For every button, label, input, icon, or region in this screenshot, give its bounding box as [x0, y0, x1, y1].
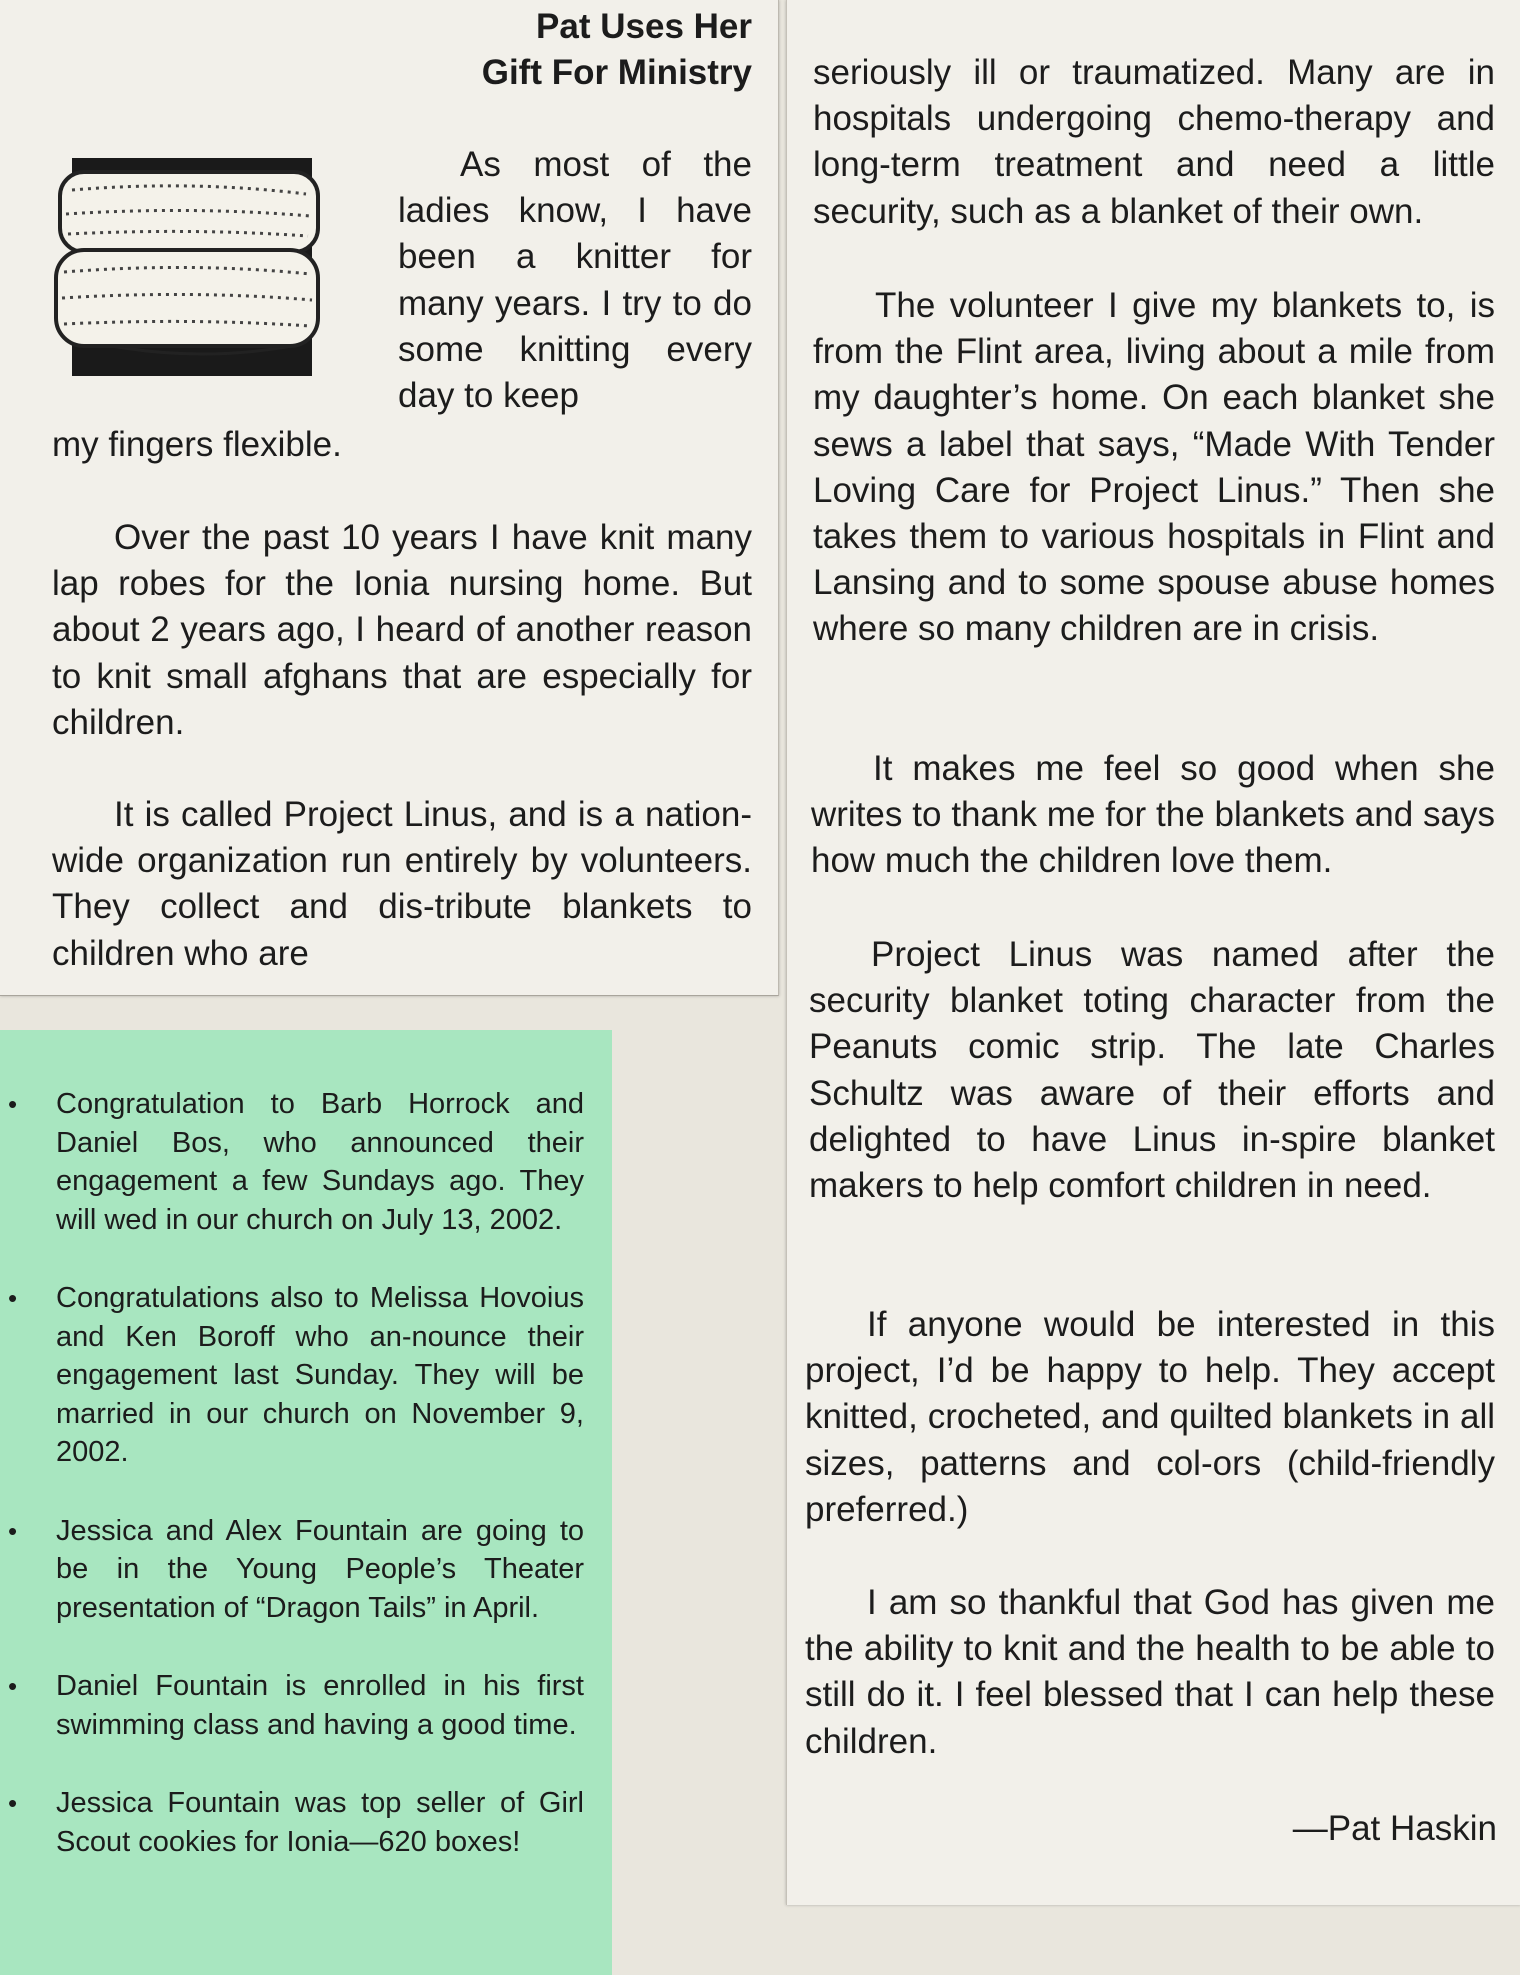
- news-clipping-green: [0, 1030, 612, 1975]
- article-paragraph: Over the past 10 years I have knit many lap robes for the Ionia nursing home. But about 2 years ago, I heard of another reason to knit small afghans that are especially for children.: [52, 518, 752, 742]
- article-title-line-1: Pat Uses Her: [536, 7, 752, 46]
- news-list: [0, 1085, 612, 1901]
- bullet-icon: •: [8, 1671, 18, 1701]
- article-paragraph: It makes me feel so good when she writes to thank me for the blankets and says how much the children love them.: [811, 749, 1495, 881]
- bullet-icon: •: [8, 1283, 18, 1313]
- bullet-icon: •: [8, 1515, 18, 1546]
- article-paragraph: seriously ill or traumatized. Many are in hospitals undergoing chemo-therapy and long-term treatment and need a little security, such as a blanket of their own.: [813, 53, 1495, 231]
- folded-blanket-icon: [52, 150, 358, 382]
- article-clipping-left: [0, 0, 779, 996]
- article-title-line-2: Gift For Ministry: [481, 53, 752, 92]
- article-intro-paragraph: As most of the ladies know, I have been a knitter for many years. I try to do some knitting every day to keep: [398, 145, 752, 416]
- news-item-text: Jessica and Alex Fountain are going to be in the Young People’s Theater presentation of “Dragon Tails” in April.: [56, 1514, 584, 1624]
- article-title: [482, 4, 752, 96]
- article-paragraph: The volunteer I give my blankets to, is from the Flint area, living about a mile from my daughter’s home. On each blanket she sews a label that says, “Made With Tender Loving Care for Project Linus.” Then she takes them to various hospitals in Flint and Lansing and to some spouse abuse homes where so many children are in crisis.: [813, 286, 1495, 649]
- article-paragraph: If anyone would be interested in this project, I’d be happy to help. They accept knitted, crocheted, and quilted blankets in all sizes, patterns and col-ors (child-friendly preferred.): [805, 1305, 1495, 1529]
- article-paragraph: I am so thankful that God has given me the ability to knit and the health to be able to still do it. I feel blessed that I can help these children.: [805, 1583, 1495, 1761]
- bullet-icon: •: [8, 1788, 18, 1818]
- news-item-text: Daniel Fountain is enrolled in his first swimming class and having a good time.: [56, 1670, 584, 1741]
- news-item: [0, 1512, 612, 1628]
- article-paragraph: It is called Project Linus, and is a nation-wide organization run entirely by volunteers. They collect and dis-tribute blankets to children who are: [52, 795, 752, 973]
- article-signature: —Pat Haskin: [1292, 1809, 1497, 1848]
- news-item-text: Jessica Fountain was top seller of Girl Scout cookies for Ionia—620 boxes!: [56, 1787, 584, 1858]
- article-clipping-right: [786, 0, 1520, 1905]
- article-intro-tail: my fingers flexible.: [52, 425, 342, 464]
- article-paragraph: Project Linus was named after the security blanket toting character from the Peanuts comic strip. The late Charles Schultz was aware of their efforts and delighted to have Linus in-spire blanket makers to help comfort children in need.: [809, 935, 1495, 1206]
- news-item: [0, 1279, 612, 1472]
- news-item: [0, 1085, 612, 1239]
- news-item: [0, 1784, 612, 1861]
- news-item-text: Congratulation to Barb Horrock and Daniel Bos, who announced their engagement a few Sundays ago. They will wed in our church on July 13, 2002.: [56, 1088, 584, 1236]
- news-item-text: Congratulations also to Melissa Hovoius and Ken Boroff who an-nounce their engagement last Sunday. They will be married in our church on November 9, 2002.: [56, 1282, 584, 1468]
- bullet-icon: •: [8, 1089, 18, 1119]
- news-item: [0, 1667, 612, 1744]
